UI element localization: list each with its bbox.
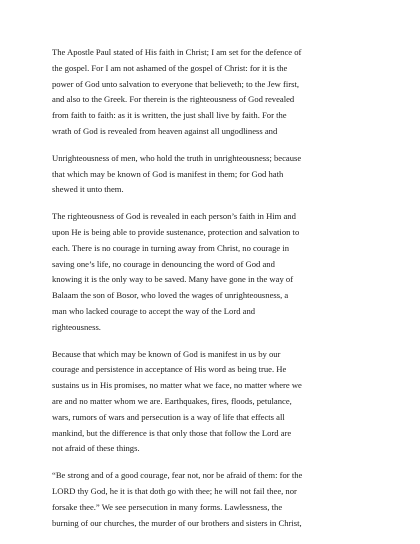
paragraph-2 [52, 151, 380, 198]
text-line: wars, rumors of wars and persecution is a way of life that effects all [52, 411, 285, 422]
text-line: saving one’s life, no courage in denouncing the word of God and [52, 258, 275, 269]
text-line: “Be strong and of a good courage, fear not, nor be afraid of them: for the [52, 470, 303, 481]
text-line: that which may be known of God is manifest in them; for God hath [52, 168, 284, 179]
paragraph-4 [52, 347, 380, 458]
text-line: knowing it is the only way to be saved. Many have gone in the way of [52, 274, 294, 285]
text-line: burning of our churches, the murder of our brothers and sisters in Christ, [52, 517, 302, 528]
text-line: forsake thee.” We see persecution in many forms. Lawlessness, the [52, 501, 283, 512]
text-line: upon He is being able to provide sustenance, protection and salvation to [52, 226, 300, 237]
text-line: mankind, but the difference is that only those that follow the Lord are [52, 427, 292, 438]
text-line: power of God unto salvation to everyone that believeth; to the Jew first, [52, 78, 300, 89]
text-line: and also to the Greek. For therein is the righteousness of God revealed [52, 94, 295, 105]
text-line: righteousness. [52, 321, 101, 332]
paragraph-3 [52, 209, 380, 335]
text-line: sustains us in His promises, no matter what we face, no matter where we [52, 380, 302, 391]
paragraph-1 [52, 45, 380, 140]
text-line: Balaam the son of Bosor, who loved the wages of unrighteousness, a [52, 290, 289, 301]
text-line: wrath of God is revealed from heaven against all ungodliness and [52, 125, 278, 136]
text-line: the gospel. For I am not ashamed of the gospel of Christ: for it is the [52, 62, 288, 73]
text-line: The righteousness of God is revealed in each person’s faith in Him and [52, 211, 296, 222]
text-line: are and no matter whom we are. Earthquakes, fires, floods, petulance, [52, 395, 292, 406]
text-line: Because that which may be known of God is manifest in us by our [52, 348, 281, 359]
text-line: Unrighteousness of men, who hold the truth in unrighteousness; because [52, 152, 302, 163]
text-line: not afraid of these things. [52, 443, 140, 454]
text-line: LORD thy God, he it is that doth go with thee; he will not fail thee, nor [52, 485, 297, 496]
text-line: shewed it unto them. [52, 184, 124, 195]
text-line: from faith to faith: as it is written, the just shall live by faith. For the [52, 110, 287, 121]
text-line: man who lacked courage to accept the way of the Lord and [52, 305, 256, 316]
text-line: each. There is no courage in turning away from Christ, no courage in [52, 242, 290, 253]
text-line: courage and persistence in acceptance of His word as being true. He [52, 364, 287, 375]
text-line: The Apostle Paul stated of His faith in Christ; I am set for the defence of [52, 47, 302, 57]
paragraph-5 [52, 468, 380, 531]
